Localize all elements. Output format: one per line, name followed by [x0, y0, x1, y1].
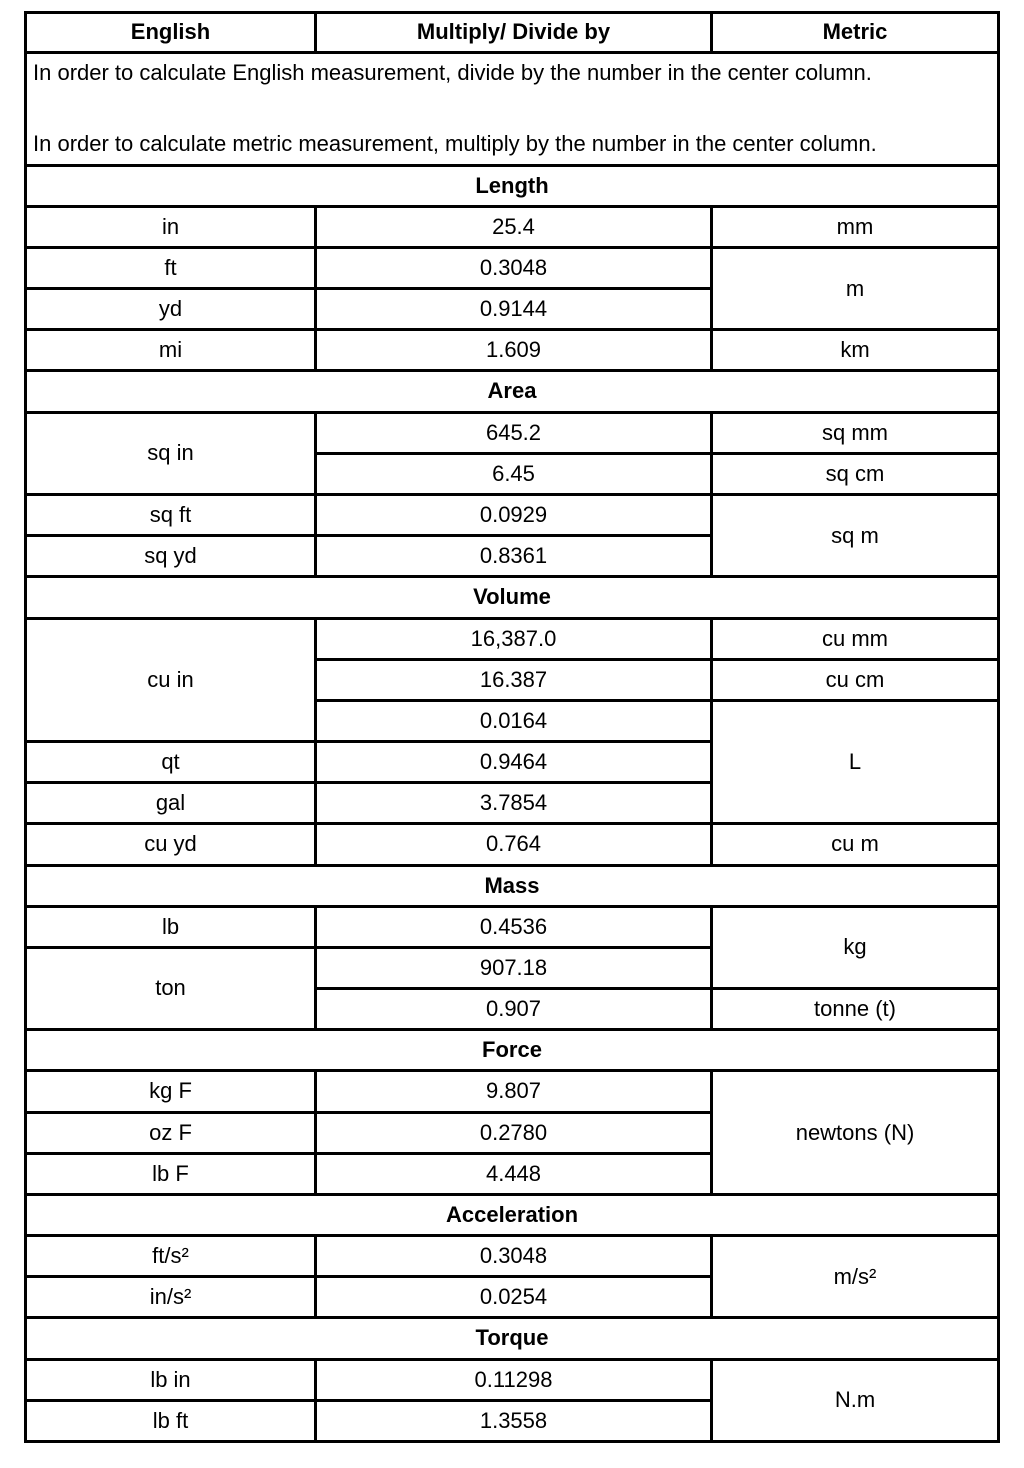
table-row: [26, 906, 999, 947]
english-unit: ft/s²: [26, 1236, 316, 1277]
factor-value: 1.609: [316, 330, 712, 371]
table-row: [26, 824, 999, 865]
section-title-acceleration: Acceleration: [26, 1194, 999, 1235]
factor-value: 0.9144: [316, 289, 712, 330]
table-row: [26, 206, 999, 247]
english-unit: lb in: [26, 1359, 316, 1400]
table-row: [26, 330, 999, 371]
factor-value: 907.18: [316, 947, 712, 988]
english-unit: lb: [26, 906, 316, 947]
section-title-length: Length: [26, 165, 999, 206]
instructions-note: [26, 53, 999, 165]
factor-value: 0.11298: [316, 1359, 712, 1400]
english-unit: cu in: [26, 618, 316, 742]
english-unit: gal: [26, 783, 316, 824]
english-unit: in/s²: [26, 1277, 316, 1318]
factor-value: 16,387.0: [316, 618, 712, 659]
factor-value: 645.2: [316, 412, 712, 453]
section-title-volume: Volume: [26, 577, 999, 618]
metric-unit: tonne (t): [712, 989, 999, 1030]
english-unit: in: [26, 206, 316, 247]
table-row: [26, 412, 999, 453]
section-row: [26, 865, 999, 906]
section-row: [26, 1318, 999, 1359]
english-unit: yd: [26, 289, 316, 330]
metric-unit: sq cm: [712, 453, 999, 494]
factor-value: 0.9464: [316, 742, 712, 783]
metric-unit: kg: [712, 906, 999, 988]
metric-unit: m/s²: [712, 1236, 999, 1318]
metric-unit: cu cm: [712, 659, 999, 700]
metric-unit: mm: [712, 206, 999, 247]
factor-value: 16.387: [316, 659, 712, 700]
english-unit: sq in: [26, 412, 316, 494]
factor-value: 25.4: [316, 206, 712, 247]
factor-value: 4.448: [316, 1153, 712, 1194]
header-metric: Metric: [712, 13, 999, 53]
metric-unit: cu mm: [712, 618, 999, 659]
metric-unit: L: [712, 700, 999, 824]
english-unit: mi: [26, 330, 316, 371]
section-title-mass: Mass: [26, 865, 999, 906]
section-row: [26, 1030, 999, 1071]
section-title-area: Area: [26, 371, 999, 412]
factor-value: 0.3048: [316, 247, 712, 288]
english-unit: ton: [26, 947, 316, 1029]
factor-value: 0.0164: [316, 700, 712, 741]
table-row: [26, 247, 999, 288]
english-unit: ft: [26, 247, 316, 288]
table-row: [26, 618, 999, 659]
section-row: [26, 1194, 999, 1235]
section-title-torque: Torque: [26, 1318, 999, 1359]
factor-value: 0.0254: [316, 1277, 712, 1318]
instruction-english: In order to calculate English measurement, divide by the number in the center column.: [33, 60, 872, 86]
english-unit: oz F: [26, 1112, 316, 1153]
section-row: [26, 371, 999, 412]
factor-value: 0.764: [316, 824, 712, 865]
factor-value: 0.0929: [316, 495, 712, 536]
metric-unit: km: [712, 330, 999, 371]
factor-value: 0.907: [316, 989, 712, 1030]
factor-value: 0.8361: [316, 536, 712, 577]
table-row: [26, 495, 999, 536]
english-unit: lb F: [26, 1153, 316, 1194]
metric-unit: cu m: [712, 824, 999, 865]
header-english: English: [26, 13, 316, 53]
metric-unit: newtons (N): [712, 1071, 999, 1195]
table-row: [26, 1236, 999, 1277]
metric-unit: N.m: [712, 1359, 999, 1441]
factor-value: 6.45: [316, 453, 712, 494]
section-title-force: Force: [26, 1030, 999, 1071]
header-factor: Multiply/ Divide by: [316, 13, 712, 53]
section-row: [26, 165, 999, 206]
english-unit: sq ft: [26, 495, 316, 536]
english-unit: qt: [26, 742, 316, 783]
instruction-metric: In order to calculate metric measurement, multiply by the number in the center column.: [33, 130, 877, 156]
factor-value: 0.3048: [316, 1236, 712, 1277]
metric-unit: sq m: [712, 495, 999, 577]
instructions-row: [26, 53, 999, 165]
conversion-table: [24, 11, 1000, 1443]
factor-value: 1.3558: [316, 1400, 712, 1441]
factor-value: 9.807: [316, 1071, 712, 1112]
table-row: [26, 1071, 999, 1112]
english-unit: cu yd: [26, 824, 316, 865]
section-row: [26, 577, 999, 618]
header-row: [26, 13, 999, 53]
factor-value: 0.4536: [316, 906, 712, 947]
metric-unit: m: [712, 247, 999, 329]
english-unit: lb ft: [26, 1400, 316, 1441]
factor-value: 3.7854: [316, 783, 712, 824]
metric-unit: sq mm: [712, 412, 999, 453]
factor-value: 0.2780: [316, 1112, 712, 1153]
english-unit: sq yd: [26, 536, 316, 577]
table-row: [26, 1359, 999, 1400]
english-unit: kg F: [26, 1071, 316, 1112]
